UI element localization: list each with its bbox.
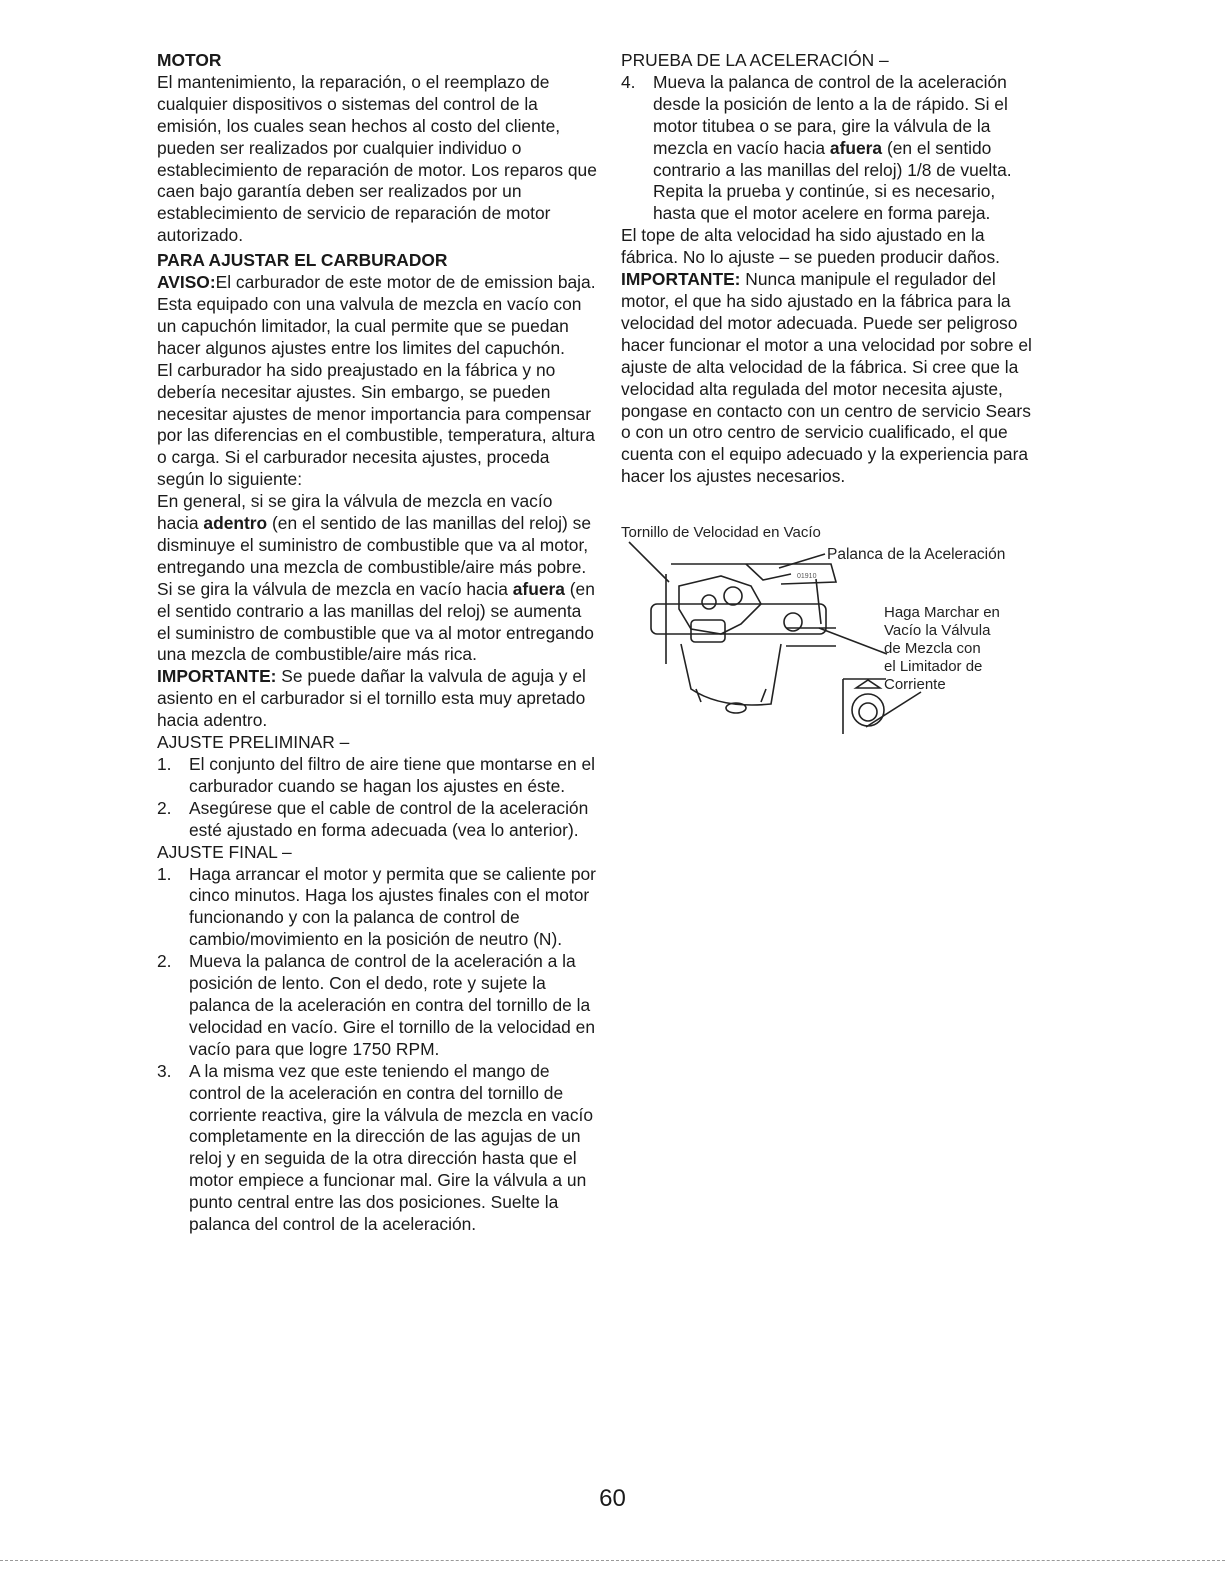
- valve-label-line: el Limitador de: [884, 658, 983, 676]
- aviso-label: AVISO:: [157, 272, 216, 293]
- carburetor-heading: PARA AJUSTAR EL CARBURADOR: [157, 250, 448, 271]
- importante-paragraph-right: [621, 269, 1041, 488]
- item-text: El conjunto del filtro de aire tiene que montarse en el carburador cuando se hagan los ajustes en éste.: [189, 754, 596, 796]
- general-text-c: (en el sentido de las manillas del reloj) se disminuye el suministro de combustible que va al motor, entregando una mezcla de combustible/aire más pobre. Si se gira la válvula de mezcla en vacío hacia: [157, 513, 592, 599]
- list-item: [157, 1061, 597, 1236]
- item-number: 1.: [157, 754, 172, 774]
- importante-text: Se puede dañar la valvula de aguja y el asiento en el carburador si el tornillo esta muy apretado hacia adentro.: [157, 666, 586, 731]
- importante-text: Nunca manipule el regulador del motor, el que ha sido ajustado en la fábrica para la velocidad del motor adecuada. Puede ser peligroso hacer funcionar el motor a una velocidad por sobre el ajuste de alta velocidad de la fábrica. Si cree que la velocidad alta regulada del motor necesita ajuste, pongase en contacto con un centro de servicio Sears o con un otro centro de servicio cualificado, el que cuenta con el equipo adecuado y la experiencia para hacer los ajustes necesarios.: [621, 269, 1032, 487]
- part-code-text: 01910: [797, 573, 817, 581]
- valve-label-line: Corriente: [884, 676, 946, 694]
- general-text-a: En general, si se gira la válvula de mezcla en vacío hacia: [157, 491, 553, 534]
- aviso-text: El carburador de este motor de de emission baja. Esta equipado con una valvula de mezcla en vacío con un capuchón limitador, la cual permite que se puedan hacer algunos ajustes entre los limites del capuchón.: [157, 272, 596, 358]
- limiter-leader-line: [866, 692, 921, 727]
- preset-paragraph: El carburador ha sido preajustado en la fábrica y no debería necesitar ajustes. Sin embargo, se pueden necesitar ajustes de menor importancia para compensar por las diferencias en el combustible, temperatura, altura o carga. Si el carburador necesita ajustes, proceda según lo siguiente:: [157, 359, 595, 490]
- test-text-c: (en el sentido contrario a las manillas del reloj) 1/8 de vuelta. Repita la prueba y continúe, si es necesario, hasta que el motor acelere en forma pareja.: [653, 137, 1012, 224]
- carburetor-illustration: [621, 524, 1041, 774]
- adentro-emphasis: adentro: [203, 513, 268, 534]
- test-text-a: Mueva la palanca de control de la aceleración desde la posición de lento a la de rápido. Si el motor titubea o se para, gire la válvula de la mezcla en vacío hacia: [653, 71, 1008, 158]
- afuera-emphasis: afuera: [829, 137, 883, 158]
- valve-leader-line: [819, 628, 887, 654]
- afuera-emphasis: afuera: [512, 578, 565, 599]
- general-text-d: (en el sentido contrario a las manillas del reloj) se aumenta el suministro de combustible que va al motor entregando una mezcla de combustible/aire más rica.: [157, 578, 595, 665]
- item-number: 1.: [157, 863, 172, 884]
- valve-label-line: Vacío la Válvula: [884, 622, 991, 640]
- idle-screw-label: Tornillo de Velocidad en Vacío: [621, 524, 821, 542]
- importante-label: IMPORTANTE:: [157, 666, 277, 687]
- item-text: [653, 72, 1041, 225]
- item-number: 2.: [157, 951, 172, 972]
- tope-paragraph: El tope de alta velocidad ha sido ajustado en la fábrica. No lo ajuste – se pueden producir daños.: [621, 225, 1000, 268]
- carburetor-figure: [621, 524, 1041, 774]
- right-column: [621, 50, 1041, 774]
- screw-leader-line: [629, 542, 669, 582]
- item-text: Asegúrese que el cable de control de la aceleración esté ajustado en forma adecuada (vea lo anterior).: [189, 797, 589, 840]
- item-text: A la misma vez que este teniendo el mango de control de la aceleración en contra del tornillo de corriente reactiva, gire la válvula de mezcla en vacío completamente en la dirección de las agujas de un reloj y en seguida de la otra dirección hasta que el motor empiece a funcionar mal. Gire la válvula a un punto central entre las dos posiciones. Suelte la palanca del control de la aceleración.: [189, 1060, 594, 1235]
- item-number: 2.: [157, 797, 172, 818]
- item-text: Mueva la palanca de control de la aceleración a la posición de lento. Con el dedo, rote y sujete la palanca de la aceleración en contra del tornillo de la velocidad en vacío. Gire el tornillo de la velocidad en vacío para que logre 1750 RPM.: [189, 951, 596, 1059]
- left-column: [157, 50, 597, 1236]
- general-paragraph: [157, 491, 597, 666]
- prelim-heading: AJUSTE PRELIMINAR –: [157, 732, 350, 753]
- final-heading: AJUSTE FINAL –: [157, 841, 292, 862]
- item-text: Haga arrancar el motor y permita que se caliente por cinco minutos. Haga los ajustes finales con el motor funcionando y con la palanca de control de cambio/movimiento en la posición de neutro (N).: [189, 863, 596, 950]
- item-number: 3.: [157, 1060, 172, 1081]
- bottom-rule: [0, 1560, 1225, 1561]
- list-item: [157, 951, 597, 1061]
- item-number: 4.: [621, 71, 636, 92]
- list-item: [157, 754, 597, 798]
- throttle-lever-label: Palanca de la Aceleración: [827, 546, 1006, 564]
- motor-heading: MOTOR: [157, 50, 222, 70]
- acceleration-test-heading: PRUEBA DE LA ACELERACIÓN –: [621, 50, 889, 70]
- list-item: [157, 864, 597, 952]
- importante-label: IMPORTANTE:: [621, 269, 741, 290]
- motor-paragraph: El mantenimiento, la reparación, o el reemplazo de cualquier dispositivos o sistemas del control de la emisión, los cuales sean hechos al costo del cliente, pueden ser realizados por cualquier individuo o establecimiento de reparación de motor. Los reparos que caen bajo garantía deben ser realizados por un establecimiento de servicio de reparación de motor autorizado.: [157, 71, 597, 246]
- valve-label-line: Haga Marchar en: [884, 604, 1000, 622]
- list-item: [157, 798, 597, 842]
- test-list: [621, 72, 1041, 225]
- page-number: 60: [599, 1485, 626, 1512]
- list-item: [621, 72, 1041, 225]
- prelim-list: [157, 754, 597, 842]
- lever-leader-line: [779, 554, 825, 568]
- importante-paragraph: [157, 666, 597, 732]
- valve-label-line: de Mezcla con: [884, 640, 981, 658]
- aviso-paragraph: [157, 272, 597, 360]
- final-list: [157, 864, 597, 1236]
